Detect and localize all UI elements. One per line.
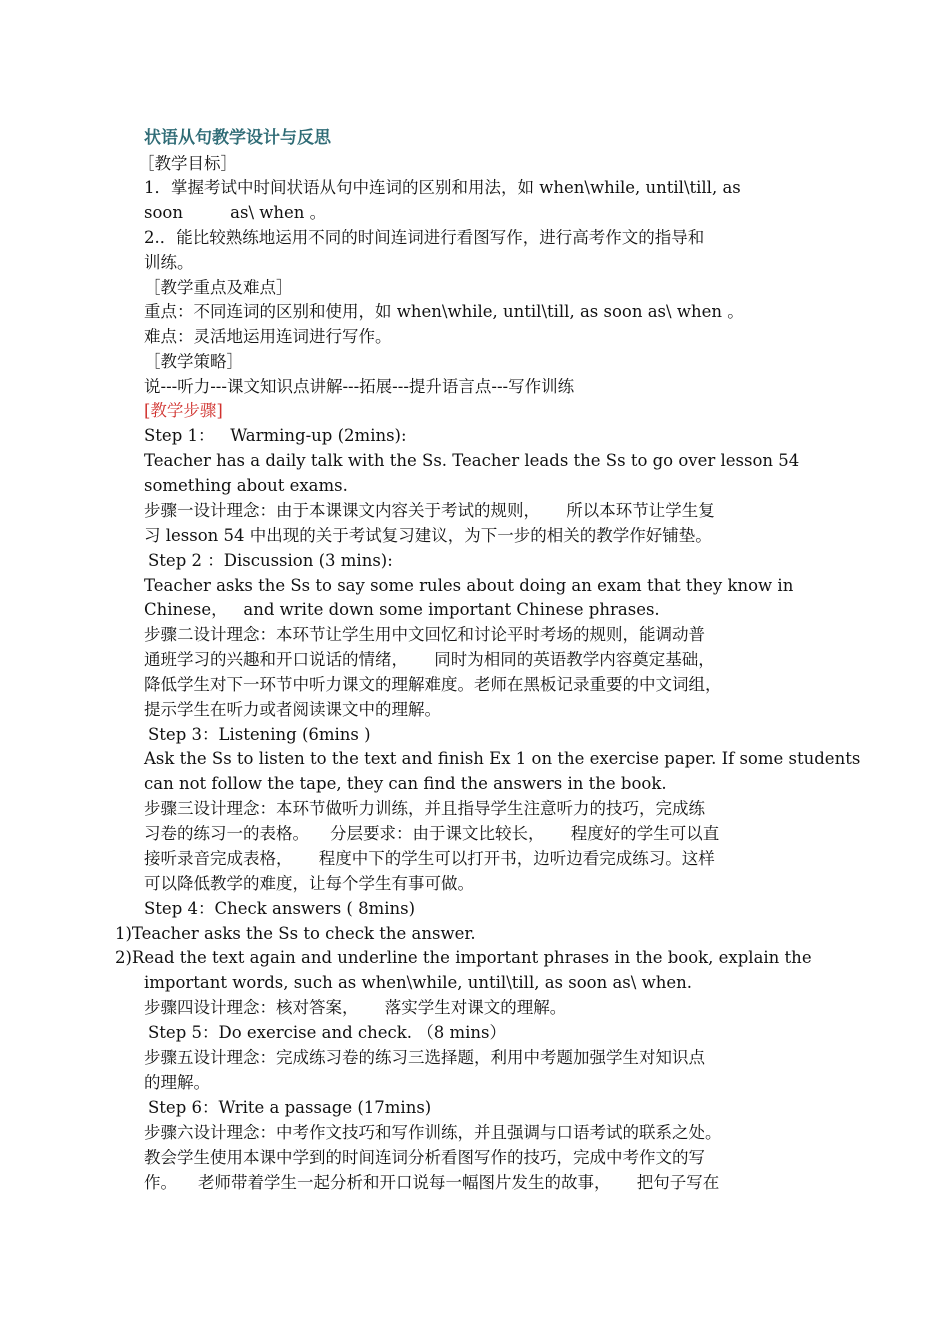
paragraph-line: 接听录音完成表格， 程度中下的学生可以打开书，边听边看完成练习。这样 (144, 849, 715, 868)
paragraph-line: soon as\ when 。 (144, 203, 327, 222)
paragraph-line: 步骤一设计理念：由于本课课文内容关于考试的规则， 所以本环节让学生复 (144, 501, 715, 520)
paragraph-line: Chinese， and write down some important Chinese phrases. (144, 600, 660, 619)
list-item: 2)Read the text again and underline the important phrases in the book, explain the (115, 948, 812, 967)
section-heading: ［教学重点及难点］ (144, 278, 293, 297)
paragraph-line: 步骤三设计理念：本环节做听力训练，并且指导学生注意听力的技巧，完成练 (144, 799, 705, 818)
step-heading: Step 2 ：Discussion (3 mins): (148, 551, 393, 570)
paragraph-line: 通班学习的兴趣和开口说话的情绪， 同时为相同的英语教学内容奠定基础， (144, 650, 715, 669)
step-heading: Step 1： Warming-up (2mins): (144, 426, 407, 445)
paragraph-line: 提示学生在听力或者阅读课文中的理解。 (144, 700, 441, 719)
paragraph-line: 步骤五设计理念：完成练习卷的练习三选择题，利用中考题加强学生对知识点 (144, 1048, 705, 1067)
paragraph-line: 1．掌握考试中时间状语从句中连词的区别和用法，如 when\while, until\till, as (144, 178, 741, 197)
paragraph-line: 降低学生对下一环节中听力课文的理解难度。老师在黑板记录重要的中文词组， (144, 675, 722, 694)
paragraph-line: something about exams. (144, 476, 348, 495)
paragraph-line: 步骤六设计理念：中考作文技巧和写作训练，并且强调与口语考试的联系之处。 (144, 1123, 722, 1142)
step-heading: Step 4：Check answers ( 8mins) (144, 899, 416, 918)
paragraph-line: 难点：灵活地运用连词进行写作。 (144, 327, 392, 346)
paragraph-line: 步骤二设计理念：本环节让学生用中文回忆和讨论平时考场的规则，能调动普 (144, 625, 705, 644)
step-heading: Step 3：Listening (6mins ) (148, 725, 371, 744)
step-heading: Step 5：Do exercise and check. （8 mins） (148, 1023, 507, 1042)
paragraph-line: 作。 老师带着学生一起分析和开口说每一幅图片发生的故事， 把句子写在 (144, 1173, 720, 1192)
paragraph-line: 可以降低教学的难度，让每个学生有事可做。 (144, 874, 474, 893)
paragraph-line: can not follow the tape, they can find the answers in the book. (144, 774, 667, 793)
document-title: 状语从句教学设计与反思 (144, 128, 331, 148)
paragraph-line: 习 lesson 54 中出现的关于考试复习建议，为下一步的相关的教学作好铺垫。 (144, 526, 712, 545)
paragraph-line: important words, such as when\while, until\till, as soon as\ when. (144, 973, 692, 992)
paragraph-line: 教会学生使用本课中学到的时间连词分析看图写作的技巧，完成中考作文的写 (144, 1148, 705, 1167)
paragraph-line: Teacher has a daily talk with the Ss. Teacher leads the Ss to go over lesson 54 (144, 451, 800, 470)
paragraph-line: 说---听力---课文知识点讲解---拓展---提升语言点---写作训练 (144, 377, 575, 396)
list-item: 1)Teacher asks the Ss to check the answer. (115, 924, 476, 943)
section-heading-steps: [教学步骤] (144, 401, 223, 420)
step-heading: Step 6：Write a passage (17mins) (148, 1098, 432, 1117)
paragraph-line: 步骤四设计理念：核对答案， 落实学生对课文的理解。 (144, 998, 567, 1017)
section-heading: ［教学目标］ (138, 154, 237, 173)
paragraph-line: Teacher asks the Ss to say some rules about doing an exam that they know in (144, 576, 794, 595)
paragraph-line: 重点：不同连词的区别和使用，如 when\while, until\till, as soon as\ when 。 (144, 302, 744, 321)
section-heading: ［教学策略］ (144, 352, 243, 371)
paragraph-line: 习卷的练习一的表格。 分层要求：由于课文比较长， 程度好的学生可以直 (144, 824, 720, 843)
paragraph-line: 2.．能比较熟练地运用不同的时间连词进行看图写作，进行高考作文的指导和 (144, 228, 705, 247)
paragraph-line: 训练。 (144, 253, 194, 272)
paragraph-line: Ask the Ss to listen to the text and finish Ex 1 on the exercise paper. If some students (144, 749, 861, 768)
paragraph-line: 的理解。 (144, 1073, 210, 1092)
